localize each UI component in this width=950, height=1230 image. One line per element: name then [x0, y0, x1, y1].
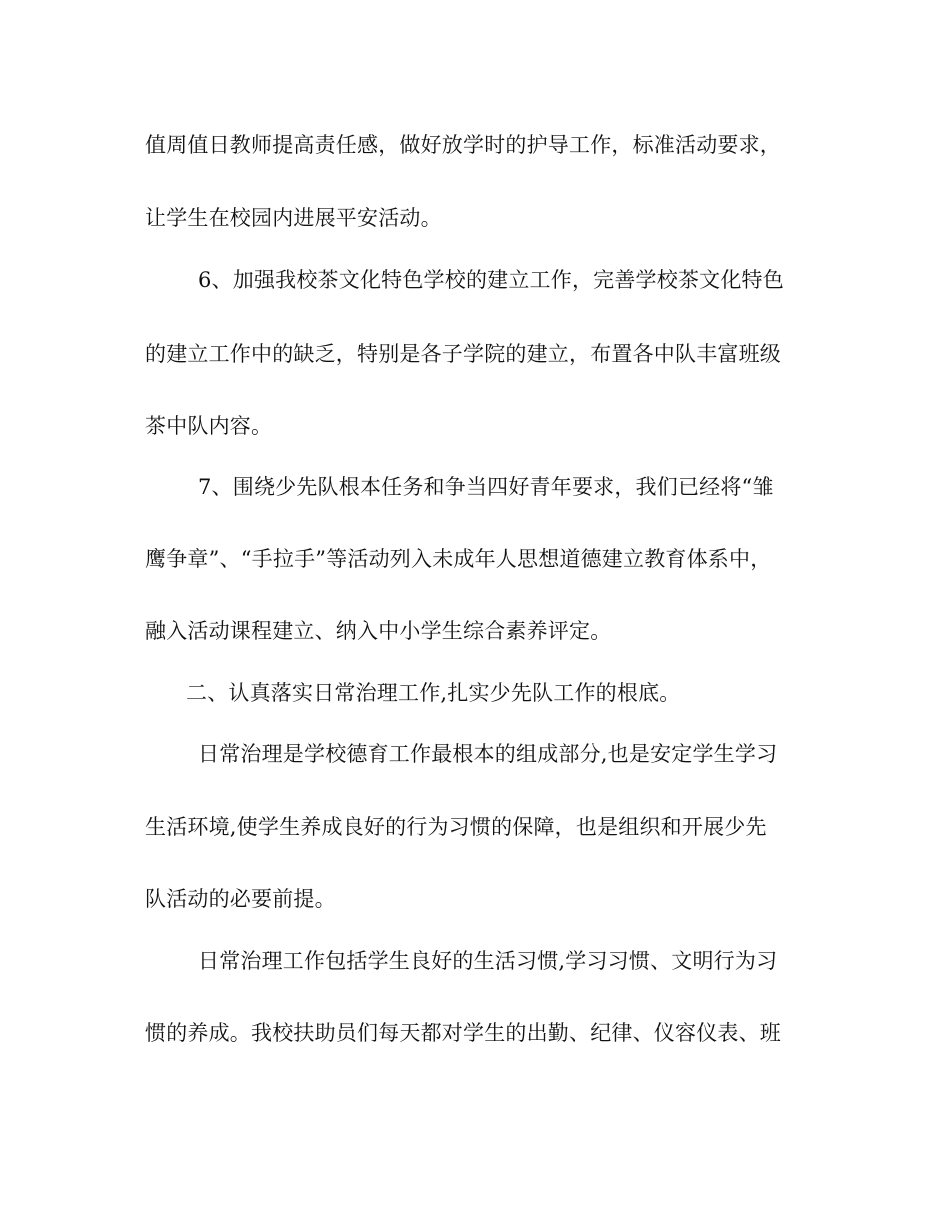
text-line: 6、加强我校茶文化特色学校的建立工作，完善学校茶文化特色 — [198, 268, 784, 292]
text-line: 让学生在校园内进展平安活动。 — [145, 206, 442, 230]
text-line: 队活动的必要前提。 — [145, 887, 336, 911]
text-line: 鹰争章”、“手拉手”等活动列入未成年人思想道德建立教育体系中， — [145, 547, 772, 571]
text-line: 7、围绕少先队根本任务和争当四好青年要求，我们已经将“雏 — [198, 475, 774, 499]
text-line: 融入活动课程建立、纳入中小学生综合素养评定。 — [145, 619, 612, 643]
text-line: 值周值日教师提高责任感，做好放学时的护导工作，标准活动要求， — [145, 133, 781, 157]
text-line: 茶中队内容。 — [145, 414, 273, 438]
text-line: 日常治理是学校德育工作最根本的组成部分,也是安定学生学习 — [198, 742, 778, 766]
text-line: 的建立工作中的缺乏，特别是各子学院的建立，布置各中队丰富班级 — [145, 342, 781, 366]
section-heading: 二、认真落实日常治理工作,扎实少先队工作的根底。 — [186, 681, 681, 705]
text-line: 生活环境,使学生养成良好的行为习惯的保障，也是组织和开展少先 — [145, 815, 767, 839]
text-line: 惯的养成。我校扶助员们每天都对学生的出勤、纪律、仪容仪表、班 — [145, 1021, 781, 1045]
text-line: 日常治理工作包括学生良好的生活习惯,学习习惯、文明行为习 — [198, 949, 778, 973]
